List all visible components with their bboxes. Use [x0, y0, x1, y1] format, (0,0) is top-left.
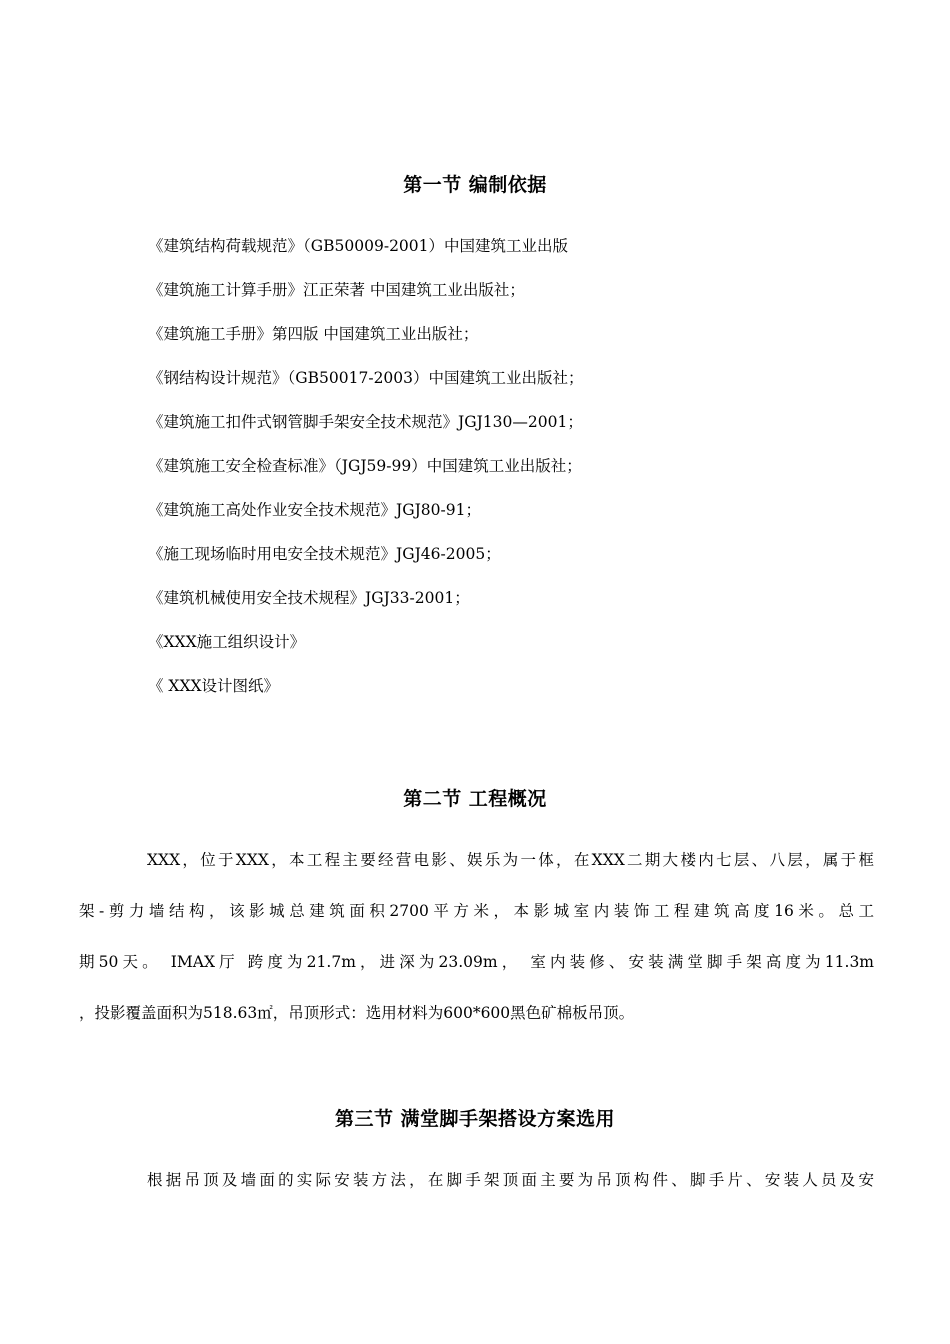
project-overview-paragraph: [79, 848, 874, 1052]
scaffold-plan-paragraph: [79, 1168, 874, 1219]
reference-item: 《建筑施工安全检查标准》（JGJ59-99）中国建筑工业出版社；: [148, 457, 582, 475]
paragraph-line: 期50天。 IMAX厅 跨度为21.7m，进深为23.09m， 室内装修、安装满堂脚手架高度为11.3m: [79, 953, 874, 971]
section-1-heading: 第一节 编制依据: [403, 174, 547, 196]
section-2-heading: 第二节 工程概况: [403, 788, 547, 810]
reference-item: 《建筑施工计算手册》江正荣著 中国建筑工业出版社；: [148, 281, 525, 299]
reference-item: 《施工现场临时用电安全技术规范》JGJ46-2005；: [148, 545, 501, 563]
reference-item: 《XXX施工组织设计》: [148, 633, 306, 651]
reference-item: 《钢结构设计规范》（GB50017-2003）中国建筑工业出版社；: [148, 369, 584, 387]
reference-item: 《建筑施工高处作业安全技术规范》JGJ80-91；: [148, 501, 481, 519]
reference-item: 《建筑结构荷载规范》（GB50009-2001）中国建筑工业出版: [148, 237, 569, 255]
section-3-heading: 第三节 满堂脚手架搭设方案选用: [334, 1108, 616, 1130]
reference-item: 《建筑施工扣件式钢管脚手架安全技术规范》JGJ130—2001；: [148, 413, 583, 431]
reference-item: 《建筑机械使用安全技术规程》JGJ33-2001；: [148, 589, 470, 607]
paragraph-line: 架-剪力墙结构，该影城总建筑面积2700平方米，本影城室内装饰工程建筑高度16米。总工: [79, 902, 874, 920]
reference-item: 《建筑施工手册》第四版 中国建筑工业出版社；: [148, 325, 479, 343]
reference-list: [148, 234, 888, 718]
reference-item: 《 XXX设计图纸》: [148, 677, 280, 695]
paragraph-line: XXX，位于XXX，本工程主要经营电影、娱乐为一体，在XXX二期大楼内七层、八层，属于框: [147, 851, 874, 869]
paragraph-line: 根据吊顶及墙面的实际安装方法，在脚手架顶面主要为吊顶构件、脚手片、安装人员及安: [147, 1171, 874, 1189]
paragraph-line: ，投影覆盖面积为518.63㎡，吊顶形式：选用材料为600*600黑色矿棉板吊顶。: [79, 1004, 635, 1022]
